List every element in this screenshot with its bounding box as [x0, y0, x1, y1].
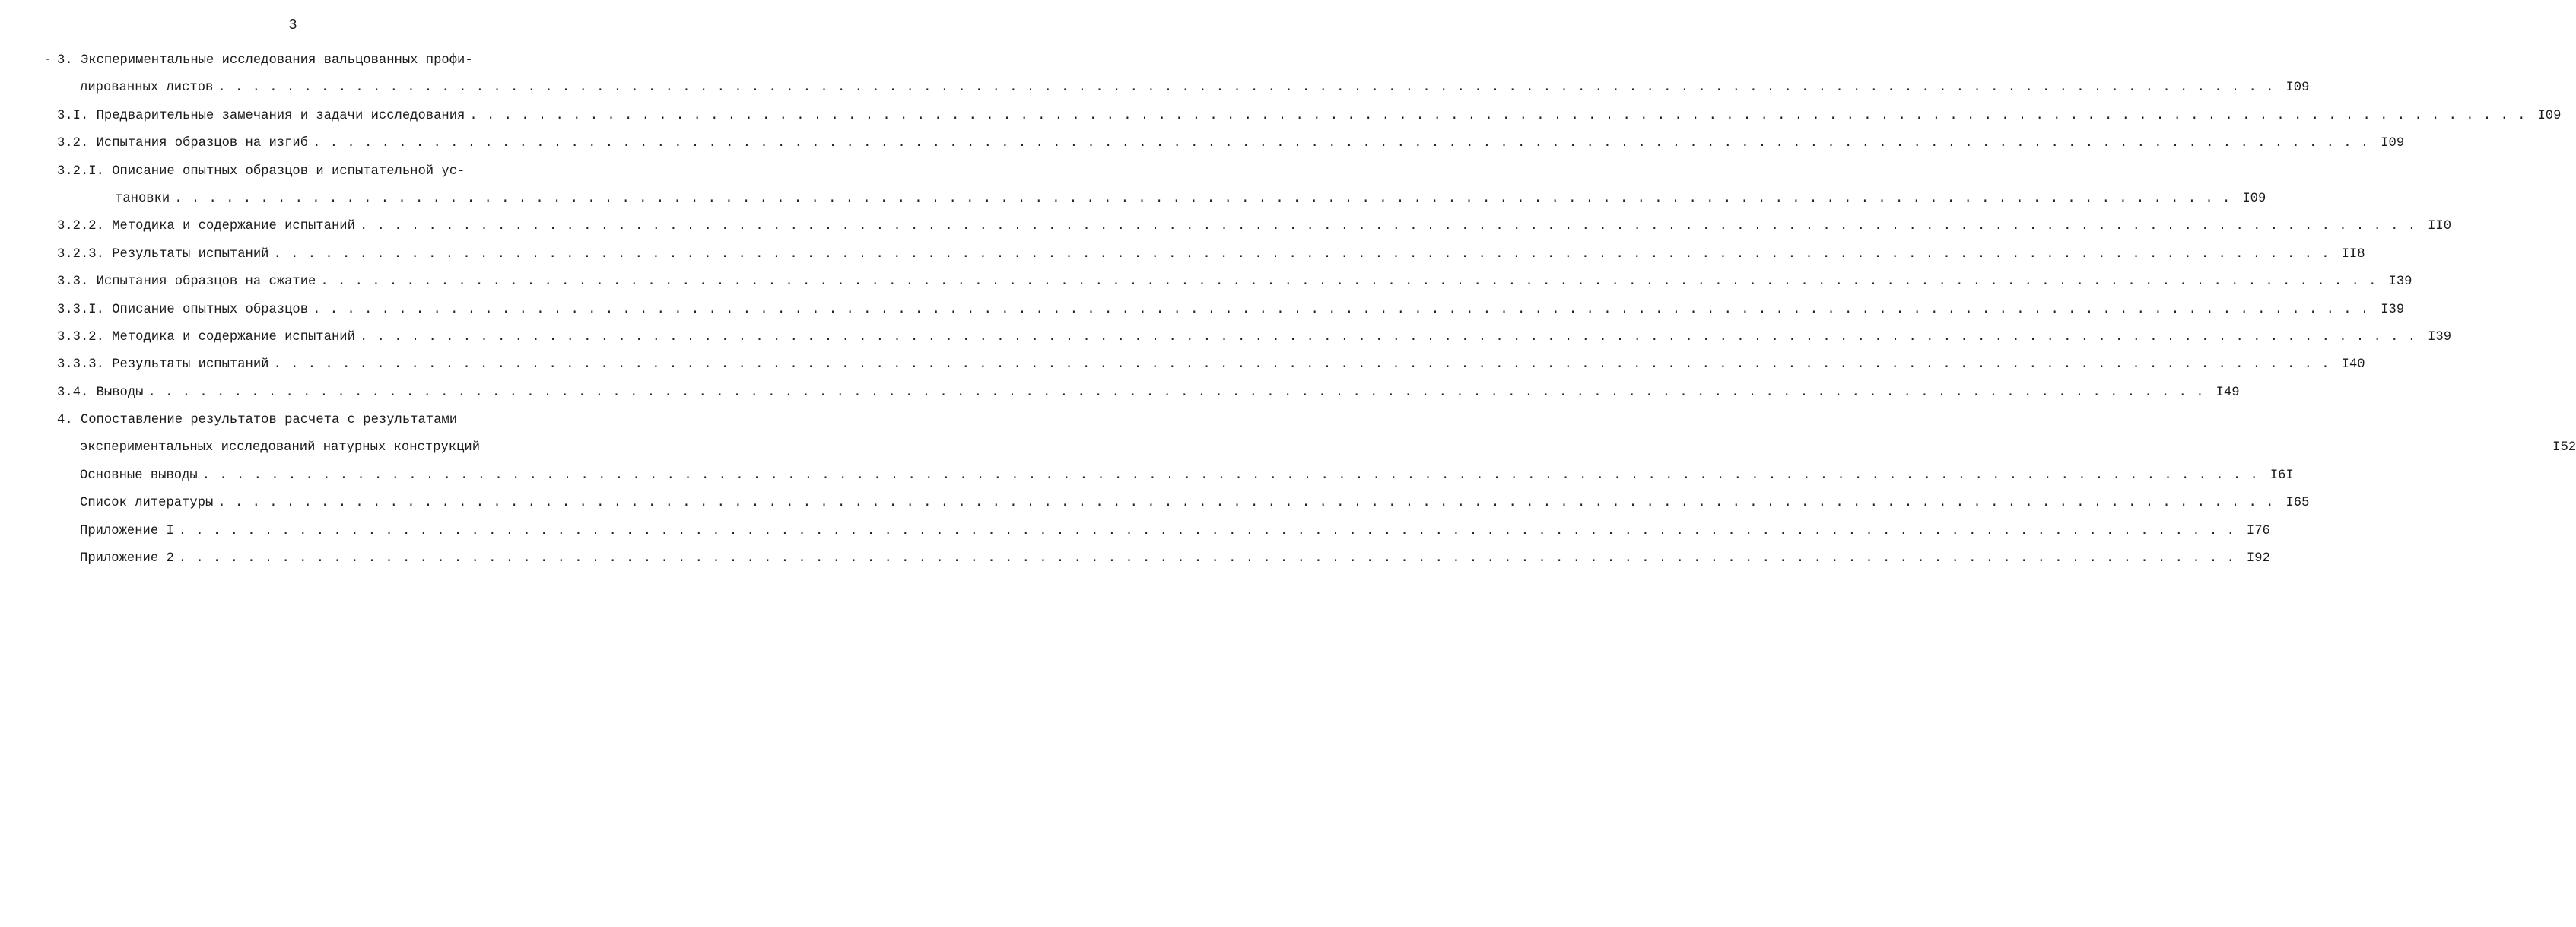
- toc-entry-page: I09: [2285, 81, 2310, 96]
- toc-leader-dots: . . . . . . . . . . . . . . . . . . . . . . . . . . . . . . . . . . . . . . . . . . . . . . . . . . . . . . . . . . . . . . . . . . . . . . . . . . . . . . . . . . . . . . . . . . . . . . . . . . . . . . . . . . . . . . . . . . . . . . . .: [218, 81, 2275, 96]
- toc-entry: [57, 545, 2270, 573]
- toc-leader-dots: . . . . . . . . . . . . . . . . . . . . . . . . . . . . . . . . . . . . . . . . . . . . . . . . . . . . . . . . . . . . . . . . . . . . . . . . . . . . . . . . . . . . . . . . . . . . . . . . . . . . . . . . . . . . . . . . . . . . . . . .: [313, 302, 2370, 317]
- toc-entry: [57, 434, 2576, 462]
- toc-leader-dots: . . . . . . . . . . . . . . . . . . . . . . . . . . . . . . . . . . . . . . . . . . . . . . . . . . . . . . . . . . . . . . . . . . . . . . . . . . . . . . . . . . . . . . . . . . . . . . . . . . . . . . . . . . . . . . . . . . . . . . . .: [273, 357, 2330, 373]
- toc-entry-title: Приложение I: [80, 523, 174, 538]
- page-number: 3: [288, 17, 297, 33]
- toc-entry-page: I39: [2388, 275, 2412, 290]
- toc-entry-title: 4. Сопоставление результатов расчета с результатами: [57, 413, 458, 428]
- toc-leader-dots: . . . . . . . . . . . . . . . . . . . . . . . . . . . . . . . . . . . . . . . . . . . . . . . . . . . . . . . . . . . . . . . . . . . . . . . . . . . . . . . . . . . . . . . . . . . . . . . . . . . . . . . . . . . . . . . . . . . . . . . .: [359, 329, 2417, 344]
- toc-entry: [57, 130, 2405, 157]
- toc-entry-page: I76: [2246, 523, 2270, 538]
- toc-entry-title: 3.2.I. Описание опытных образцов и испытательной ус-: [57, 163, 465, 179]
- toc-entry: [57, 462, 2294, 490]
- toc-entry: [57, 158, 565, 186]
- toc-leader-dots: . . . . . . . . . . . . . . . . . . . . . . . . . . . . . . . . . . . . . . . . . . . . . . . . . . . . . . . . . . . . . . . . . . . . . . . . . . . . . . . . . . . . . . . . . . . . . . . . . . . . . . . . . . . . . . . . . . . . . . . .: [313, 136, 2370, 151]
- toc-entry-title: 3.3.I. Описание опытных образцов: [57, 302, 309, 317]
- toc-entry-title: лированных листов: [80, 81, 214, 96]
- toc-entry-page: II8: [2341, 246, 2365, 262]
- toc-entry-title: Приложение 2: [80, 551, 174, 567]
- toc-entry-page: I52: [2552, 440, 2576, 456]
- toc-entry: [57, 407, 565, 434]
- toc-leader-dots: . . . . . . . . . . . . . . . . . . . . . . . . . . . . . . . . . . . . . . . . . . . . . . . . . . . . . . . . . . . . . . . . . . . . . . . . . . . . . . . . . . . . . . . . . . . . . . . . . . . . . . . . . . . . . . . . . . . . . . . .: [202, 468, 2259, 483]
- toc-entry-page: I39: [2428, 329, 2452, 344]
- toc-leader-dots: . . . . . . . . . . . . . . . . . . . . . . . . . . . . . . . . . . . . . . . . . . . . . . . . . . . . . . . . . . . . . . . . . . . . . . . . . . . . . . . . . . . . . . . . . . . . . . . . . . . . . . . . . . . . . . . . . . . . . . . .: [320, 275, 2377, 290]
- toc-entry-page: I6I: [2269, 468, 2294, 483]
- toc-entry: [57, 518, 2270, 545]
- toc-entry-title: 3.2.3. Результаты испытаний: [57, 246, 269, 262]
- toc-entry: [57, 186, 2266, 213]
- toc-leader-dots: . . . . . . . . . . . . . . . . . . . . . . . . . . . . . . . . . . . . . . . . . . . . . . . . . . . . . . . . . . . . . . . . . . . . . . . . . . . . . . . . . . . . . . . . . . . . . . . . . . . . . . . . . . . . . . . . . . . . . . . .: [148, 385, 2205, 400]
- toc-leader-dots: . . . . . . . . . . . . . . . . . . . . . . . . . . . . . . . . . . . . . . . . . . . . . . . . . . . . . . . . . . . . . . . . . . . . . . . . . . . . . . . . . . . . . . . . . . . . . . . . . . . . . . . . . . . . . . . . . . . . . . . .: [359, 219, 2417, 234]
- scan-mark: [46, 59, 49, 60]
- toc-entry-title: 3.3.2. Методика и содержание испытаний: [57, 329, 355, 344]
- toc-leader-dots: . . . . . . . . . . . . . . . . . . . . . . . . . . . . . . . . . . . . . . . . . . . . . . . . . . . . . . . . . . . . . . . . . . . . . . . . . . . . . . . . . . . . . . . . . . . . . . . . . . . . . . . . . . . . . . . . . . . . . . . .: [178, 551, 2235, 567]
- toc-entry-title: 3.I. Предварительные замечания и задачи исследования: [57, 108, 465, 123]
- toc-entry-page: I39: [2381, 302, 2405, 317]
- toc-leader-dots: . . . . . . . . . . . . . . . . . . . . . . . . . . . . . . . . . . . . . . . . . . . . . . . . . . . . . . . . . . . . . . . . . . . . . . . . . . . . . . . . . . . . . . . . . . . . . . . . . . . . . . . . . . . . . . . . . . . . . . . .: [178, 523, 2235, 538]
- toc-leader-dots: . . . . . . . . . . . . . . . . . . . . . . . . . . . . . . . . . . . . . . . . . . . . . . . . . . . . . . . . . . . . . . . . . . . . . . . . . . . . . . . . . . . . . . . . . . . . . . . . . . . . . . . . . . . . . . . . . . . . . . . .: [218, 496, 2275, 511]
- toc-entry: [57, 241, 2365, 268]
- toc-entry-title: Список литературы: [80, 496, 214, 511]
- toc-entry: [57, 103, 2562, 130]
- toc-entry-title: Основные выводы: [80, 468, 198, 483]
- toc-entry: [57, 268, 2412, 296]
- toc-entry: [57, 379, 2240, 407]
- toc-entry-title: 3.3. Испытания образцов на сжатие: [57, 275, 316, 290]
- table-of-contents: [57, 47, 2576, 573]
- toc-entry: [57, 297, 2405, 324]
- toc-entry-page: II0: [2428, 219, 2452, 234]
- toc-entry: [57, 351, 2365, 379]
- toc-entry-page: I49: [2215, 385, 2240, 400]
- toc-entry: [57, 75, 2310, 102]
- toc-entry-title: 3.2. Испытания образцов на изгиб: [57, 136, 309, 151]
- toc-leader-dots: . . . . . . . . . . . . . . . . . . . . . . . . . . . . . . . . . . . . . . . . . . . . . . . . . . . . . . . . . . . . . . . . . . . . . . . . . . . . . . . . . . . . . . . . . . . . . . . . . . . . . . . . . . . . . . . . . . . . . . . .: [273, 246, 2330, 262]
- toc-entry-title: тановки: [115, 191, 170, 206]
- toc-leader-dots: . . . . . . . . . . . . . . . . . . . . . . . . . . . . . . . . . . . . . . . . . . . . . . . . . . . . . . . . . . . . . . . . . . . . . . . . . . . . . . . . . . . . . . . . . . . . . . . . . . . . . . . . . . . . . . . . . . . . . . . .: [469, 108, 2527, 123]
- toc-entry: [57, 490, 2310, 517]
- toc-entry-title: 3.3.3. Результаты испытаний: [57, 357, 269, 373]
- toc-entry-page: I92: [2246, 551, 2270, 567]
- toc-entry-title: экспериментальных исследований натурных конструкций: [80, 440, 481, 456]
- toc-entry-page: I09: [2381, 136, 2405, 151]
- toc-entry-page: I09: [2242, 191, 2266, 206]
- toc-entry: [57, 47, 565, 75]
- toc-entry-page: I09: [2537, 108, 2562, 123]
- toc-entry-title: 3. Экспериментальные исследования вальцованных профи-: [57, 53, 473, 68]
- toc-entry: [57, 213, 2452, 240]
- toc-entry-page: I65: [2285, 496, 2310, 511]
- toc-entry-page: I40: [2341, 357, 2365, 373]
- toc-entry-title: 3.4. Выводы: [57, 385, 144, 400]
- toc-leader-dots: . . . . . . . . . . . . . . . . . . . . . . . . . . . . . . . . . . . . . . . . . . . . . . . . . . . . . . . . . . . . . . . . . . . . . . . . . . . . . . . . . . . . . . . . . . . . . . . . . . . . . . . . . . . . . . . . . . . . . . . .: [174, 191, 2231, 206]
- toc-entry: [57, 324, 2452, 351]
- toc-entry-title: 3.2.2. Методика и содержание испытаний: [57, 219, 355, 234]
